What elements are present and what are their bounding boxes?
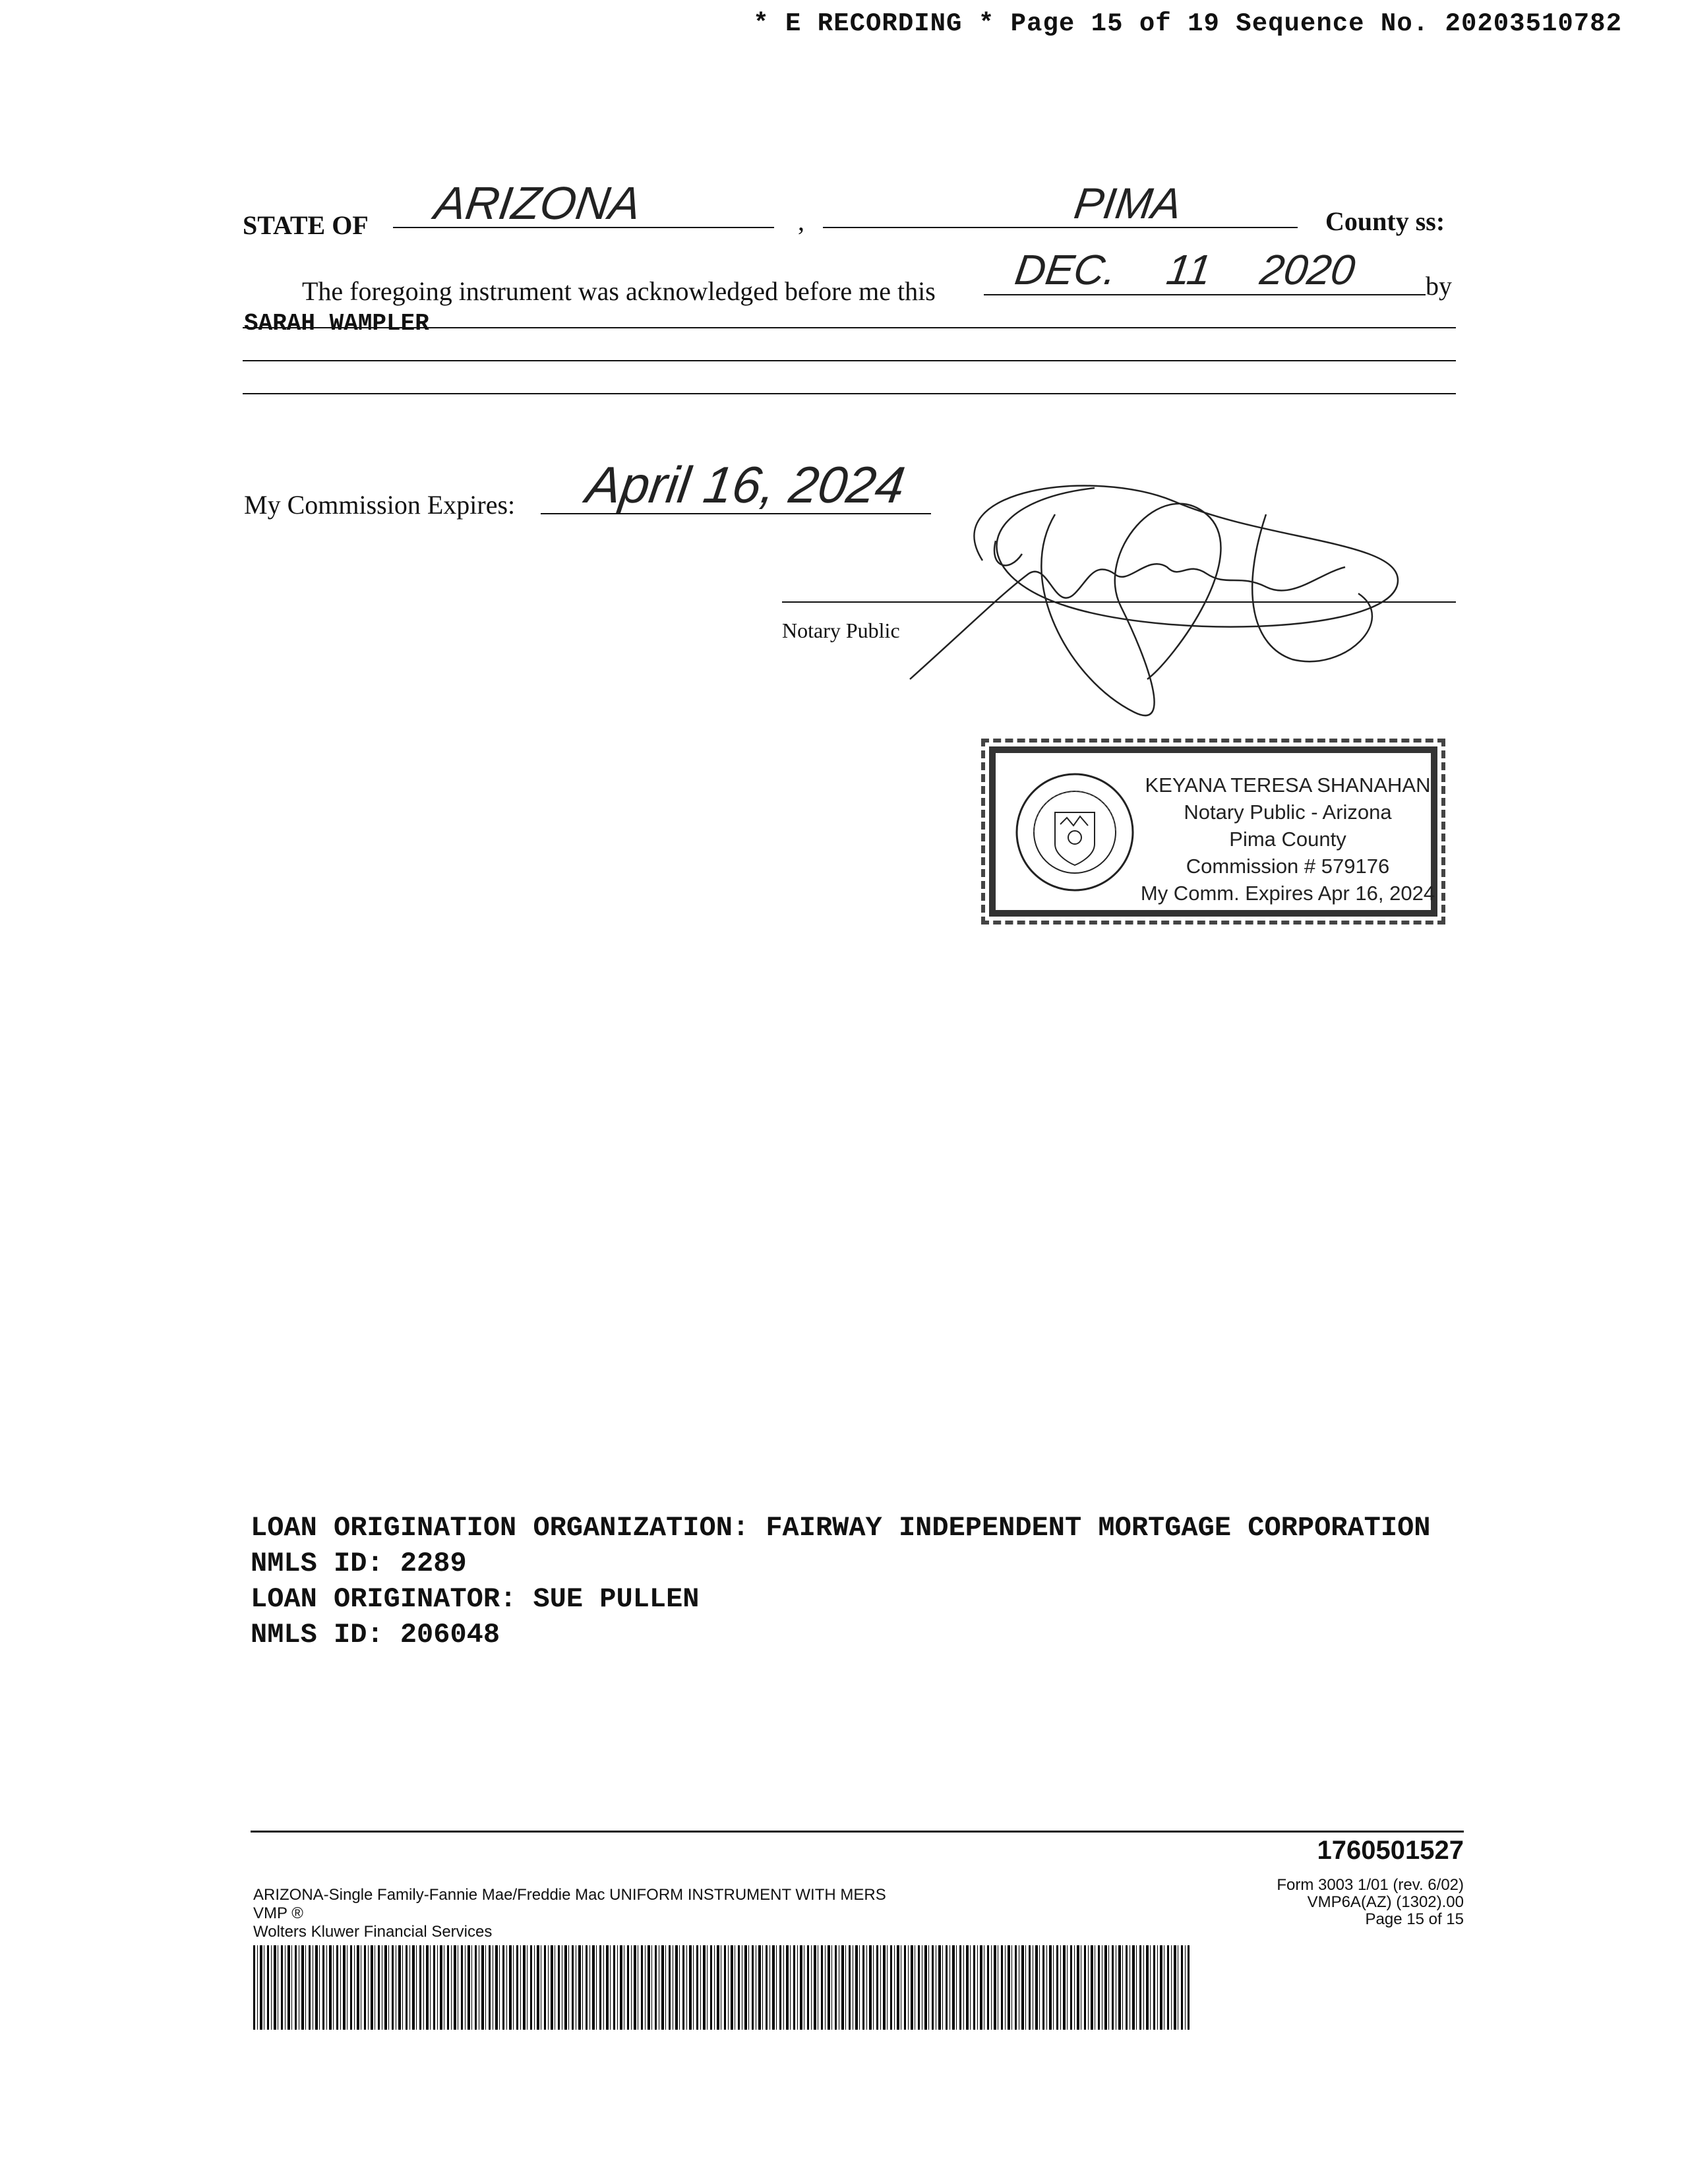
stamp-expires: My Comm. Expires Apr 16, 2024 <box>1140 882 1435 905</box>
form-description <box>253 1886 886 1941</box>
loan-originator: LOAN ORIGINATOR: SUE PULLEN <box>251 1583 700 1615</box>
name-line-3 <box>243 393 1456 394</box>
stamp-title: Notary Public - Arizona <box>1184 801 1392 824</box>
arizona-seal-icon <box>1014 772 1135 893</box>
date-line <box>984 294 1426 295</box>
date-month: DEC. <box>1011 246 1120 293</box>
county-value: PIMA <box>1071 179 1185 228</box>
form-id-1: Form 3003 1/01 (rev. 6/02) <box>1277 1876 1464 1894</box>
state-label: STATE OF <box>243 210 369 240</box>
barcode <box>253 1945 1190 2030</box>
name-line-2 <box>243 360 1456 361</box>
stamp-commission: Commission # 579176 <box>1186 855 1390 878</box>
form-id-2: VMP6A(AZ) (1302).00 <box>1307 1893 1464 1911</box>
date-day: 11 <box>1163 246 1215 293</box>
comma: , <box>798 206 804 236</box>
acknowledgment-text: The foregoing instrument was acknowledged before me this <box>302 276 936 306</box>
notary-signature <box>897 462 1437 739</box>
notary-public-label: Notary Public <box>782 619 900 642</box>
loan-origination-org: LOAN ORIGINATION ORGANIZATION: FAIRWAY INDEPENDENT MORTGAGE CORPORATION <box>251 1512 1431 1544</box>
county-line <box>823 227 1298 228</box>
by-label: by <box>1426 271 1452 301</box>
recording-header: * E RECORDING * Page 15 of 19 Sequence No. 20203510782 <box>753 9 1622 38</box>
form-line-2: VMP ® <box>253 1904 303 1922</box>
form-line-3: Wolters Kluwer Financial Services <box>253 1923 493 1941</box>
county-label: County ss: <box>1325 206 1445 236</box>
footer-rule <box>251 1831 1464 1833</box>
loan-number: 1760501527 <box>1317 1836 1464 1865</box>
date-year: 2020 <box>1257 246 1358 293</box>
notary-stamp <box>989 746 1437 917</box>
form-line-1: ARIZONA-Single Family-Fannie Mae/Freddie Mac UNIFORM INSTRUMENT WITH MERS <box>253 1886 886 1904</box>
form-identifiers <box>1121 1877 1464 1928</box>
state-value: ARIZONA <box>431 177 644 229</box>
stamp-name: KEYANA TERESA SHANAHAN <box>1145 774 1431 797</box>
originator-nmls-id: NMLS ID: 206048 <box>251 1619 500 1651</box>
commission-label: My Commission Expires: <box>244 490 516 520</box>
loan-origination-block <box>251 1510 1431 1653</box>
commission-value: April 16, 2024 <box>582 456 909 514</box>
form-id-3: Page 15 of 15 <box>1365 1910 1464 1928</box>
org-nmls-id: NMLS ID: 2289 <box>251 1548 467 1579</box>
name-line-1 <box>243 327 1456 328</box>
acknowledged-name: SARAH WAMPLER <box>244 310 429 337</box>
stamp-county: Pima County <box>1229 828 1346 851</box>
